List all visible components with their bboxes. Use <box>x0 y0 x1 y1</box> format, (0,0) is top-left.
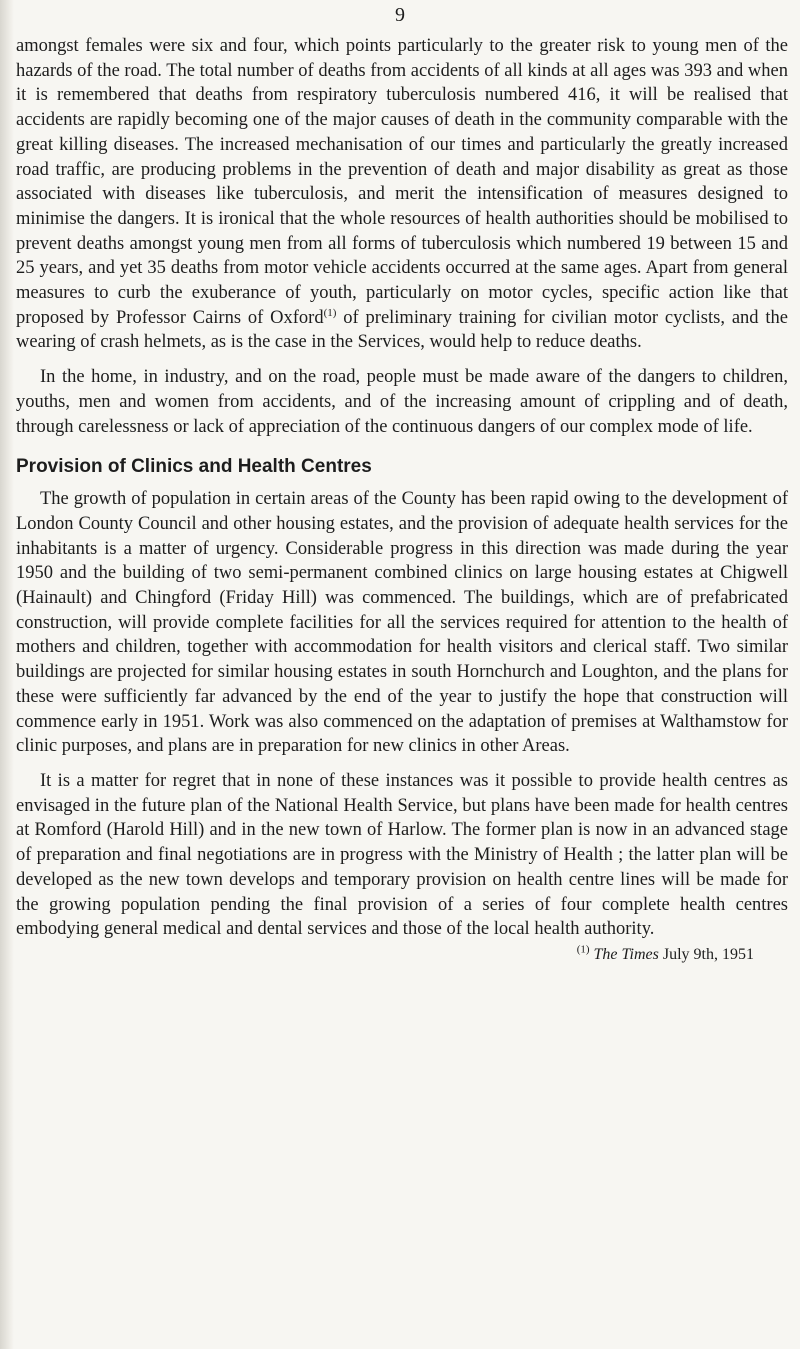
page-binding-edge <box>0 0 14 1349</box>
footnote <box>16 944 788 966</box>
document-body <box>16 34 788 966</box>
footnote-date: July 9th, 1951 <box>662 945 754 963</box>
footnote-reference: (1) <box>323 306 337 319</box>
paragraph-text: amongst females were six and four, which points particularly to the greater risk to young men of the hazards of the road. The total number of deaths from accidents of all kinds at all ages was 393 and when it is remembered that deaths from respiratory tuberculosis numbered 416, it will be realised that accidents are rapidly becoming one of the major causes of death in the community comparable with the great killing diseases. The increased mechanisation of our times and particularly the greatly increased road traffic, are producing problems in the prevention of death and major disability as great as those associated with diseases like tuberculosis, and merit the intensification of measures designed to minimise the dangers. It is ironical that the whole resources of health authorities should be mobilised to prevent deaths amongst young men from all forms of tuberculosis which numbered 19 between 15 and 25 years, and yet 35 deaths from motor vehicle accidents occurred at the same ages. Apart from general measures to curb the exuberance of youth, particularly on motor cycles, specific action like that proposed by Professor Cairns of Oxford <box>16 36 788 328</box>
footnote-source: The Times <box>593 945 659 963</box>
paragraph-clinics: The growth of population in certain areas of the County has been rapid owing to the development of London County Council and other housing estates, and the provision of adequate health services for the inhabitants is a matter of urgency. Considerable progress in this direction was made during the year 1950 and the building of two semi-permanent combined clinics on large housing estates at Chigwell (Hainault) and Chingford (Friday Hill) was commenced. The buildings, which are of prefabricated construction, will provide complete facilities for all the services required for attention to the health of mothers and children, together with accommodation for health visitors and clerical staff. Two similar buildings are projected for similar housing estates in south Hornchurch and Loughton, and the plans for these were sufficiently far advanced by the end of the year to justify the hope that construction will commence early in 1951. Work was also commenced on the adaptation of premises at Walthamstow for clinic purposes, and plans are in preparation for new clinics in other Areas. <box>16 489 788 757</box>
paragraph-text: of preliminary training for civilian motor cyclists, and the wearing of crash helmets, as is the case in the Services, would help to reduce deaths. <box>16 307 788 353</box>
paragraph-awareness: In the home, in industry, and on the road, people must be made aware of the dangers to children, youths, men and women from accidents, and of the increasing amount of crippling and of death, through carelessness or lack of appreciation of the continuous dangers of our complex mode of life. <box>16 367 788 437</box>
page-number: 9 <box>395 4 405 26</box>
footnote-marker: (1) <box>576 943 590 956</box>
paragraph-accidents-risk <box>16 34 788 355</box>
paragraph-health-centres: It is a matter for regret that in none of these instances was it possible to provide health centres as envisaged in the future plan of the National Health Service, but plans have been made for health centres at Romford (Harold Hill) and in the new town of Harlow. The former plan is now in an advanced stage of preparation and final negotiations are in progress with the Ministry of Health ; the latter plan will be developed as the new town develops and temporary provision on health centre lines will be made for the growing population pending the final provision of a series of four complete health centres embodying general medical and dental services and those of the local health authority. <box>16 770 788 940</box>
section-heading: Provision of Clinics and Health Centres <box>16 456 372 478</box>
